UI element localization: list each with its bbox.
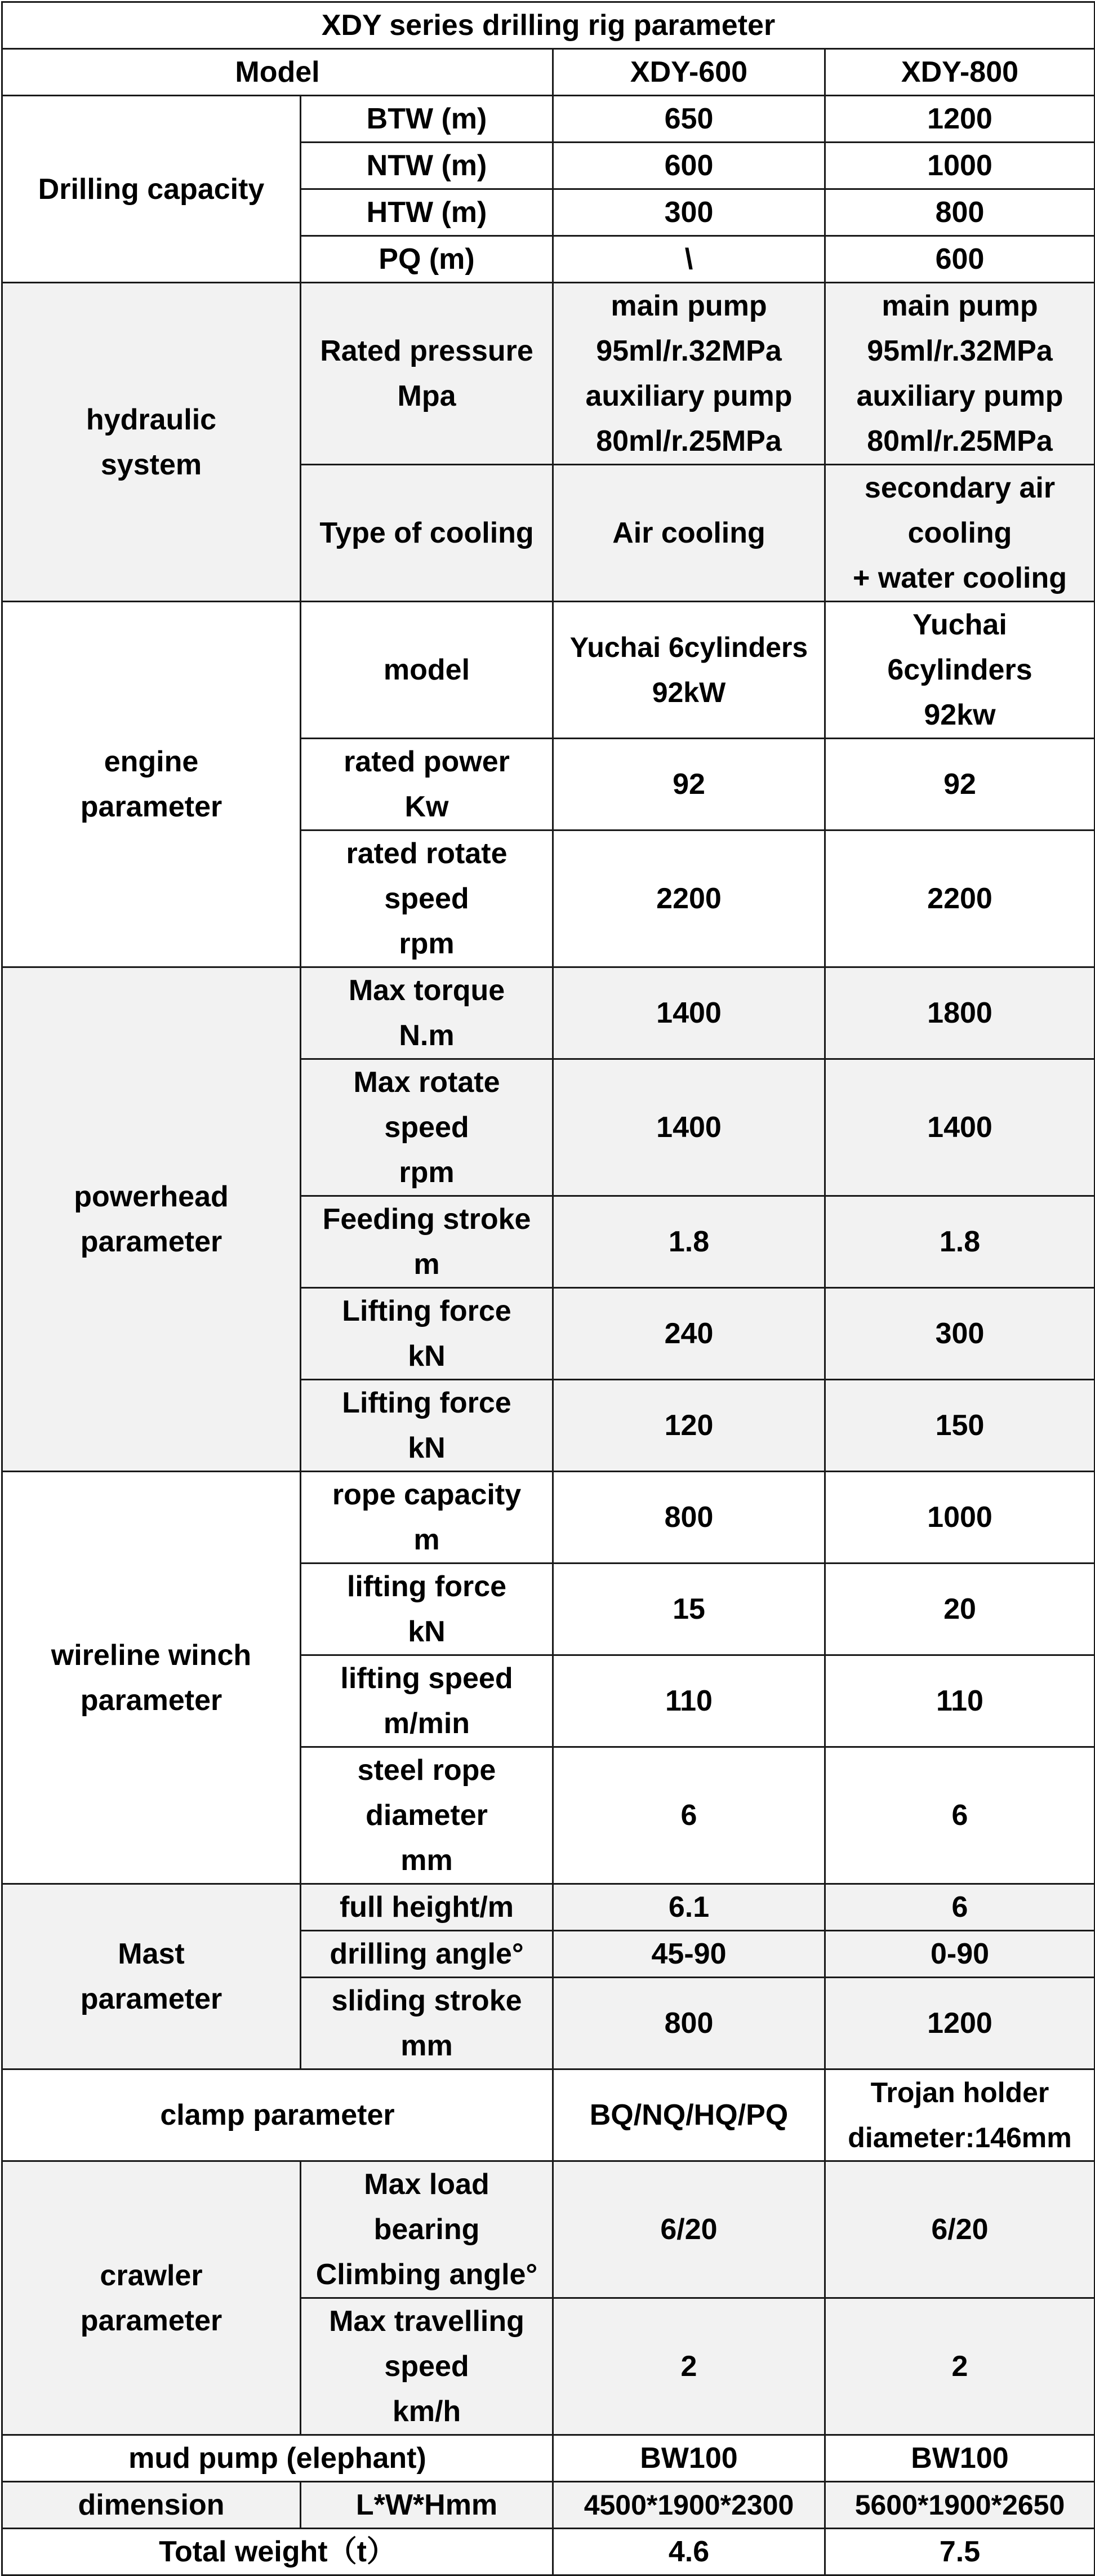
value-xdy600: 1400 (553, 1059, 825, 1196)
value-xdy800: 1200 (825, 1978, 1095, 2069)
section-clamp-parameter: clamp parameter (2, 2069, 553, 2161)
row-label-total-weight: Total weight（t） (2, 2529, 553, 2575)
value-xdy800: 600 (825, 236, 1095, 283)
value-xdy800: 92 (825, 739, 1095, 830)
value-xdy600: 650 (553, 96, 825, 143)
value-xdy600: 6/20 (553, 2161, 825, 2298)
value-xdy800: 1200 (825, 96, 1095, 143)
value-xdy800: 1.8 (825, 1196, 1095, 1288)
value-xdy600: 800 (553, 1472, 825, 1564)
row-label-drilling-angle: drilling angle° (301, 1931, 553, 1978)
value-xdy600: 1.8 (553, 1196, 825, 1288)
value-xdy600: 120 (553, 1380, 825, 1472)
value-xdy800: 110 (825, 1655, 1095, 1747)
row-label-max-load-bearing: Max load bearing Climbing angle° (301, 2161, 553, 2298)
value-xdy800: 150 (825, 1380, 1095, 1472)
section-mast-parameter: Mast parameter (2, 1884, 301, 2069)
value-xdy800: 0-90 (825, 1931, 1095, 1978)
row-label-max-rotate-speed: Max rotate speed rpm (301, 1059, 553, 1196)
value-xdy800: 2200 (825, 830, 1095, 967)
row-label-rope-capacity: rope capacity m (301, 1472, 553, 1564)
row-label-lifting-force: Lifting force kN (301, 1288, 553, 1380)
value-xdy800: 1000 (825, 143, 1095, 189)
value-xdy800: 300 (825, 1288, 1095, 1380)
value-xdy600: \ (553, 236, 825, 283)
value-xdy600: 2200 (553, 830, 825, 967)
model-xdy600-header: XDY-600 (553, 49, 825, 96)
section-powerhead-parameter: powerhead parameter (2, 967, 301, 1472)
row-label-full-height: full height/m (301, 1884, 553, 1931)
value-xdy600: main pump 95ml/r.32MPa auxiliary pump 80ml/r.25MPa (553, 283, 825, 465)
row-label-max-travelling-speed: Max travelling speed km/h (301, 2298, 553, 2435)
value-xdy600: 4.6 (553, 2529, 825, 2575)
value-xdy800: Yuchai 6cylinders 92kw (825, 602, 1095, 739)
row-label-pq: PQ (m) (301, 236, 553, 283)
section-crawler-parameter: crawler parameter (2, 2161, 301, 2435)
value-xdy600: 800 (553, 1978, 825, 2069)
value-xdy600: 6.1 (553, 1884, 825, 1931)
row-label-rated-rotate-speed: rated rotate speed rpm (301, 830, 553, 967)
value-xdy800: 6 (825, 1747, 1095, 1884)
section-drilling-capacity: Drilling capacity (2, 96, 301, 283)
row-label-ntw: NTW (m) (301, 143, 553, 189)
parameter-table (1, 1, 1095, 2576)
value-xdy600: 600 (553, 143, 825, 189)
value-xdy600: 2 (553, 2298, 825, 2435)
value-xdy800: 1800 (825, 967, 1095, 1059)
value-xdy600: 1400 (553, 967, 825, 1059)
row-label-rated-pressure: Rated pressure Mpa (301, 283, 553, 465)
row-label-lwh: L*W*Hmm (301, 2482, 553, 2529)
row-label-btw: BTW (m) (301, 96, 553, 143)
value-xdy600: 6 (553, 1747, 825, 1884)
value-xdy600: 45-90 (553, 1931, 825, 1978)
value-xdy600: Air cooling (553, 465, 825, 602)
value-xdy800: BW100 (825, 2435, 1095, 2482)
row-label-model: model (301, 602, 553, 739)
row-label-max-torque: Max torque N.m (301, 967, 553, 1059)
value-xdy600: BQ/NQ/HQ/PQ (553, 2069, 825, 2161)
value-xdy600: 92 (553, 739, 825, 830)
value-xdy800: 6/20 (825, 2161, 1095, 2298)
value-xdy800: 2 (825, 2298, 1095, 2435)
table-title: XDY series drilling rig parameter (2, 2, 1095, 49)
row-label-feeding-stroke: Feeding stroke m (301, 1196, 553, 1288)
section-wireline-winch-parameter: wireline winch parameter (2, 1472, 301, 1884)
value-xdy600: 240 (553, 1288, 825, 1380)
value-xdy800: secondary air cooling + water cooling (825, 465, 1095, 602)
section-dimension: dimension (2, 2482, 301, 2529)
row-label-type-of-cooling: Type of cooling (301, 465, 553, 602)
row-label-rated-power: rated power Kw (301, 739, 553, 830)
row-label-lifting-speed: lifting speed m/min (301, 1655, 553, 1747)
value-xdy800: 800 (825, 189, 1095, 236)
value-xdy600: 15 (553, 1564, 825, 1655)
section-engine-parameter: engine parameter (2, 602, 301, 967)
row-label-mud-pump: mud pump (elephant) (2, 2435, 553, 2482)
value-xdy600: 4500*1900*2300 (553, 2482, 825, 2529)
value-xdy800: 20 (825, 1564, 1095, 1655)
section-hydraulic-system: hydraulic system (2, 283, 301, 602)
value-xdy600: 300 (553, 189, 825, 236)
row-label-steel-rope-diameter: steel rope diameter mm (301, 1747, 553, 1884)
value-xdy600: 110 (553, 1655, 825, 1747)
model-xdy800-header: XDY-800 (825, 49, 1095, 96)
value-xdy600: BW100 (553, 2435, 825, 2482)
model-header: Model (2, 49, 553, 96)
value-xdy800: 1400 (825, 1059, 1095, 1196)
value-xdy800: main pump 95ml/r.32MPa auxiliary pump 80ml/r.25MPa (825, 283, 1095, 465)
row-label-lifting-force: lifting force kN (301, 1564, 553, 1655)
value-xdy800: Trojan holder diameter:146mm (825, 2069, 1095, 2161)
value-xdy600: Yuchai 6cylinders 92kW (553, 602, 825, 739)
row-label-htw: HTW (m) (301, 189, 553, 236)
value-xdy800: 5600*1900*2650 (825, 2482, 1095, 2529)
row-label-lifting-force: Lifting force kN (301, 1380, 553, 1472)
value-xdy800: 6 (825, 1884, 1095, 1931)
row-label-sliding-stroke: sliding stroke mm (301, 1978, 553, 2069)
value-xdy800: 1000 (825, 1472, 1095, 1564)
value-xdy800: 7.5 (825, 2529, 1095, 2575)
